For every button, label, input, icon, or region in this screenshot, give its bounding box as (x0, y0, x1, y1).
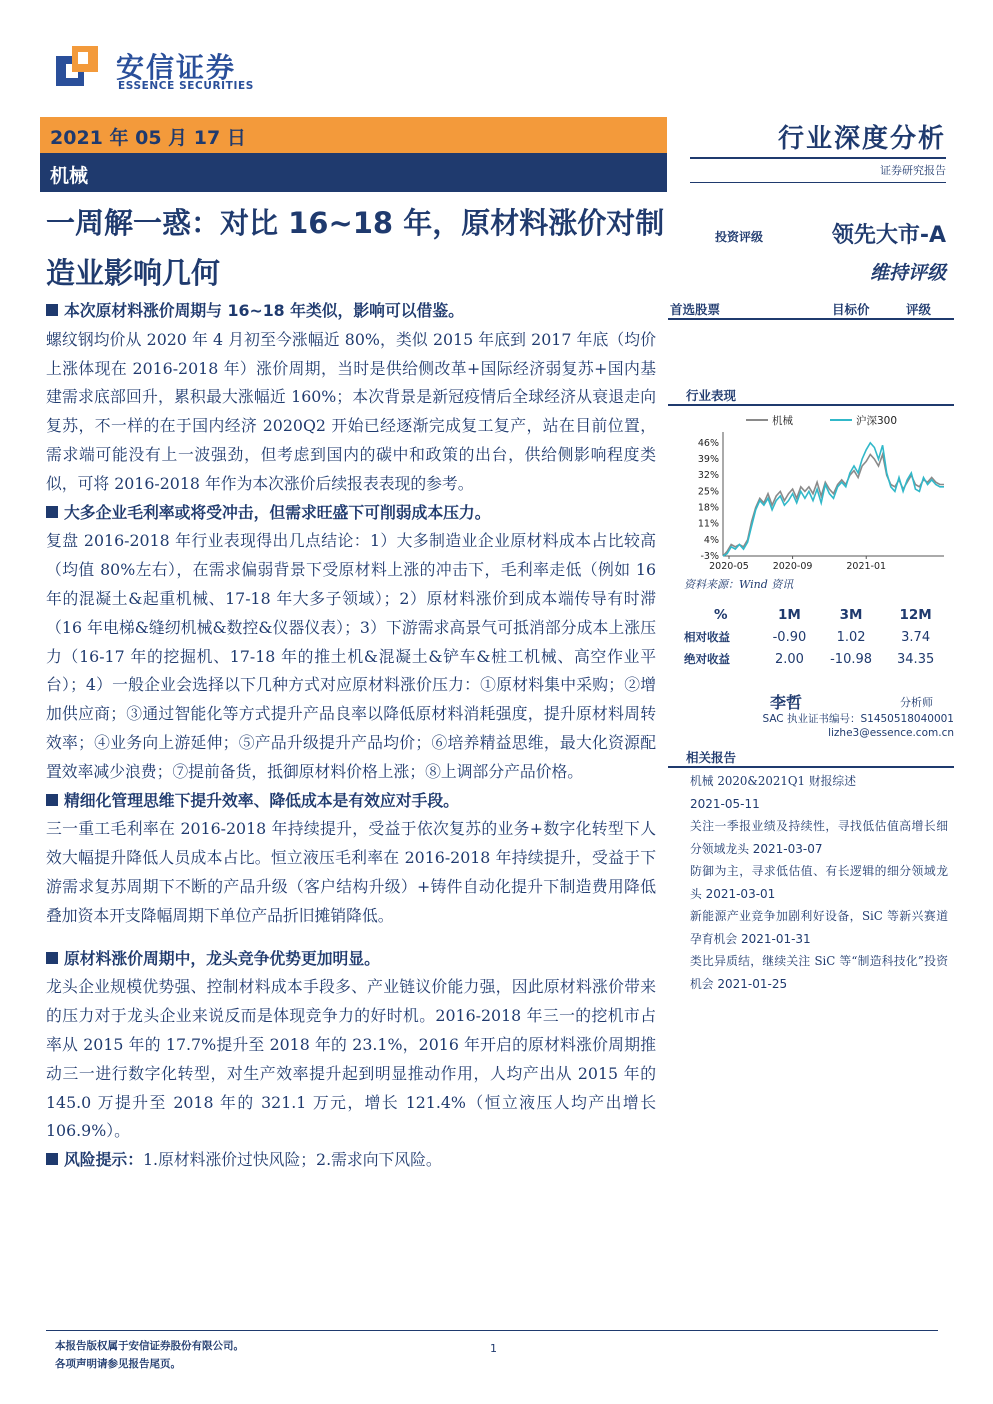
page-title: 一周解一惑：对比 16~18 年，原材料涨价对制造业影响几何 (46, 206, 665, 290)
risk-warning: 风险提示：1.原材料涨价过快风险；2.需求向下风险。 (46, 1146, 656, 1175)
table-header-row: % 1M 3M 12M (714, 607, 932, 623)
essence-logo-icon (56, 44, 100, 92)
section-text: 三一重工毛利率在 2016-2018 年持续提升，受益于依次复苏的业务+数字化转型下人效大幅提升降低人员成本占比。恒立液压毛利率在 2016-2018 年持续提升，受益于下游需求复苏周期下不断的产品升级（客户结构升级）+铸件自动化提升下制造费用降低叠加资本开支降幅周期下单位产品折旧摊销降低。 (46, 819, 656, 925)
related-report[interactable]: 防御为主，寻求低估值、有长逻辑的细分领域龙头 2021-03-01 (690, 864, 948, 901)
footer-disclaimer: 各项声明请参见报告尾页。 (55, 1358, 181, 1370)
section-heading: 本次原材料涨价周期与 16~18 年类似，影响可以借鉴。 (46, 297, 656, 326)
legend-label: 沪深300 (856, 415, 898, 427)
bullet-square-icon (46, 304, 58, 316)
report-subtype: 证券研究报告 (880, 164, 946, 177)
section-heading: 精细化管理思维下提升效率、降低成本是有效应对手段。 (46, 787, 656, 816)
legend-label: 机械 (772, 415, 793, 427)
section-heading: 大多企业毛利率或将受冲击，但需求旺盛下可削弱成本压力。 (46, 499, 656, 528)
divider (690, 182, 946, 183)
section-text: 龙头企业规模优势强、控制材料成本手段多、产业链议价能力强，因此原材料涨价带来的压力对于龙头企业来说反而是体现竞争力的好时机。2016-2018 年三一的挖机市占率从 2015 年的 17.7%提升至 2018 年的 23.1%，2016 年开启的原材料涨价周期推动三一进行数字化转型，对生产效率提升起到明显推动作用，人均产出从 2015 年的 145.0 万提升至 2018 年的 321.1 万元，增长 121.4%（恒立液压人均产出增长 106.9%）。 (46, 977, 656, 1141)
section-text: 螺纹钢均价从 2020 年 4 月初至今涨幅近 80%，类似 2015 年底到 2017 年底（均价上涨体现在 2016-2018 年）涨价周期，当时是供给侧改革+国际经济弱复苏+国内基建需求底部回升，累积最大涨幅近 160%；本次背景是新冠疫情后全球经济从衰退走向复苏，不一样的在于国内经济 2020Q2 开始已经逐渐完成复工复产，站在目前位置，需求端可能没有上一波强劲，但考虑到国内的碳中和政策的出台，供给侧影响程度类似，可将 2016-2018 年作为本次涨价后续报表表现的参考。 (46, 329, 656, 493)
analyst-email[interactable]: lizhe3@essence.com.cn (828, 727, 954, 739)
divider (690, 157, 946, 159)
series-line (723, 455, 944, 557)
top-picks-header: 首选股票 目标价 评级 (668, 298, 954, 320)
brand-logo (56, 42, 254, 98)
rating-label: 投资评级 (715, 230, 764, 244)
table-row: 绝对收益 2.00 -10.98 34.35 (684, 651, 935, 667)
bullet-square-icon (46, 1153, 58, 1165)
section-text: 复盘 2016-2018 年行业表现得出几点结论：1）大多制造业企业原材料成本占比较高（均值 80%左右），在需求偏弱背景下受原材料上涨的冲击下，毛利率走低（例如 16 年的混凝土&起重机械、17-18 年大多子领域）；2）原材料涨价到成本端传导有时滞（16 年电梯&缝纫机械&数控&仪器仪表）；3）下游需求高景气可抵消部分成本上涨压力（16-17 年的挖掘机、17-18 年的推土机&混凝土&铲车&桩工机械、高空作业平台）；4）一般企业会选择以下几种方式对应原材料涨价压力：①原材料集中采购；②增加供应商；③通过智能化等方式提升产品良率以降低原材料消耗强度，提升原材料周转效率；④业务向上游延伸；⑤产品升级提升产品均价；⑥培养精益思维，最大化资源配置效率减少浪费；⑦提前备货，抵御原材料价格上涨；⑧上调部分产品价格。 (46, 531, 656, 781)
rating-action: 维持评级 (869, 262, 946, 284)
brand-name-en: ESSENCE SECURITIES (118, 80, 254, 92)
y-tick-label: 25% (697, 486, 719, 498)
section-heading: 原材料涨价周期中，龙头竞争优势更加明显。 (46, 945, 656, 974)
y-tick-label: 39% (697, 454, 719, 466)
sector-label: 机械 (50, 165, 89, 187)
analyst-name: 李哲 (770, 693, 803, 712)
bullet-square-icon (46, 794, 58, 806)
report-body (46, 297, 656, 1175)
footer-divider (46, 1330, 938, 1331)
industry-performance-header: 行业表现 (668, 384, 954, 406)
y-tick-label: 46% (697, 437, 719, 449)
related-report[interactable]: 新能源产业竞争加剧利好设备，SiC 等新兴赛道孕育机会 2021-01-31 (690, 909, 948, 946)
returns-table (684, 604, 946, 670)
y-tick-label: 32% (697, 470, 719, 482)
series-line (723, 443, 944, 556)
chart-source: 资料来源：Wind 资讯 (684, 578, 794, 591)
related-report[interactable]: 机械 2020&2021Q1 财报综述 2021-05-11 (690, 774, 857, 811)
y-tick-label: 4% (703, 534, 719, 546)
analyst-sac: SAC 执业证书编号：S1450518040001 (762, 713, 954, 725)
bullet-square-icon (46, 506, 58, 518)
sector-banner (40, 153, 667, 192)
related-reports-header: 相关报告 (668, 746, 954, 768)
y-tick-label: 11% (697, 518, 719, 530)
rating-value: 领先大市-A (831, 223, 946, 248)
analyst-role: 分析师 (900, 696, 933, 709)
date-banner (40, 117, 667, 153)
footer-copyright: 本报告版权属于安信证券股份有限公司。 (55, 1340, 244, 1352)
related-report[interactable]: 关注一季报业绩及持续性，寻找低估值高增长细分领域龙头 2021-03-07 (690, 819, 948, 856)
y-tick-label: 18% (697, 502, 719, 514)
related-reports-list (690, 770, 948, 995)
x-tick-label: 2020-09 (772, 561, 813, 572)
related-report[interactable]: 类比异质结，继续关注 SiC 等“制造科技化”投资机会 2021-01-25 (690, 954, 948, 991)
y-tick-label: -3% (700, 551, 719, 562)
industry-performance-chart (668, 408, 954, 573)
x-tick-label: 2021-01 (846, 561, 887, 572)
report-date: 2021 年 05 月 17 日 (50, 127, 246, 149)
brand-name: 安信证券 (116, 51, 237, 84)
x-tick-label: 2020-05 (709, 561, 749, 572)
table-row: 相对收益 -0.90 1.02 3.74 (684, 629, 931, 645)
page-number: 1 (490, 1342, 497, 1355)
report-type: 行业深度分析 (777, 124, 946, 154)
bullet-square-icon (46, 952, 58, 964)
